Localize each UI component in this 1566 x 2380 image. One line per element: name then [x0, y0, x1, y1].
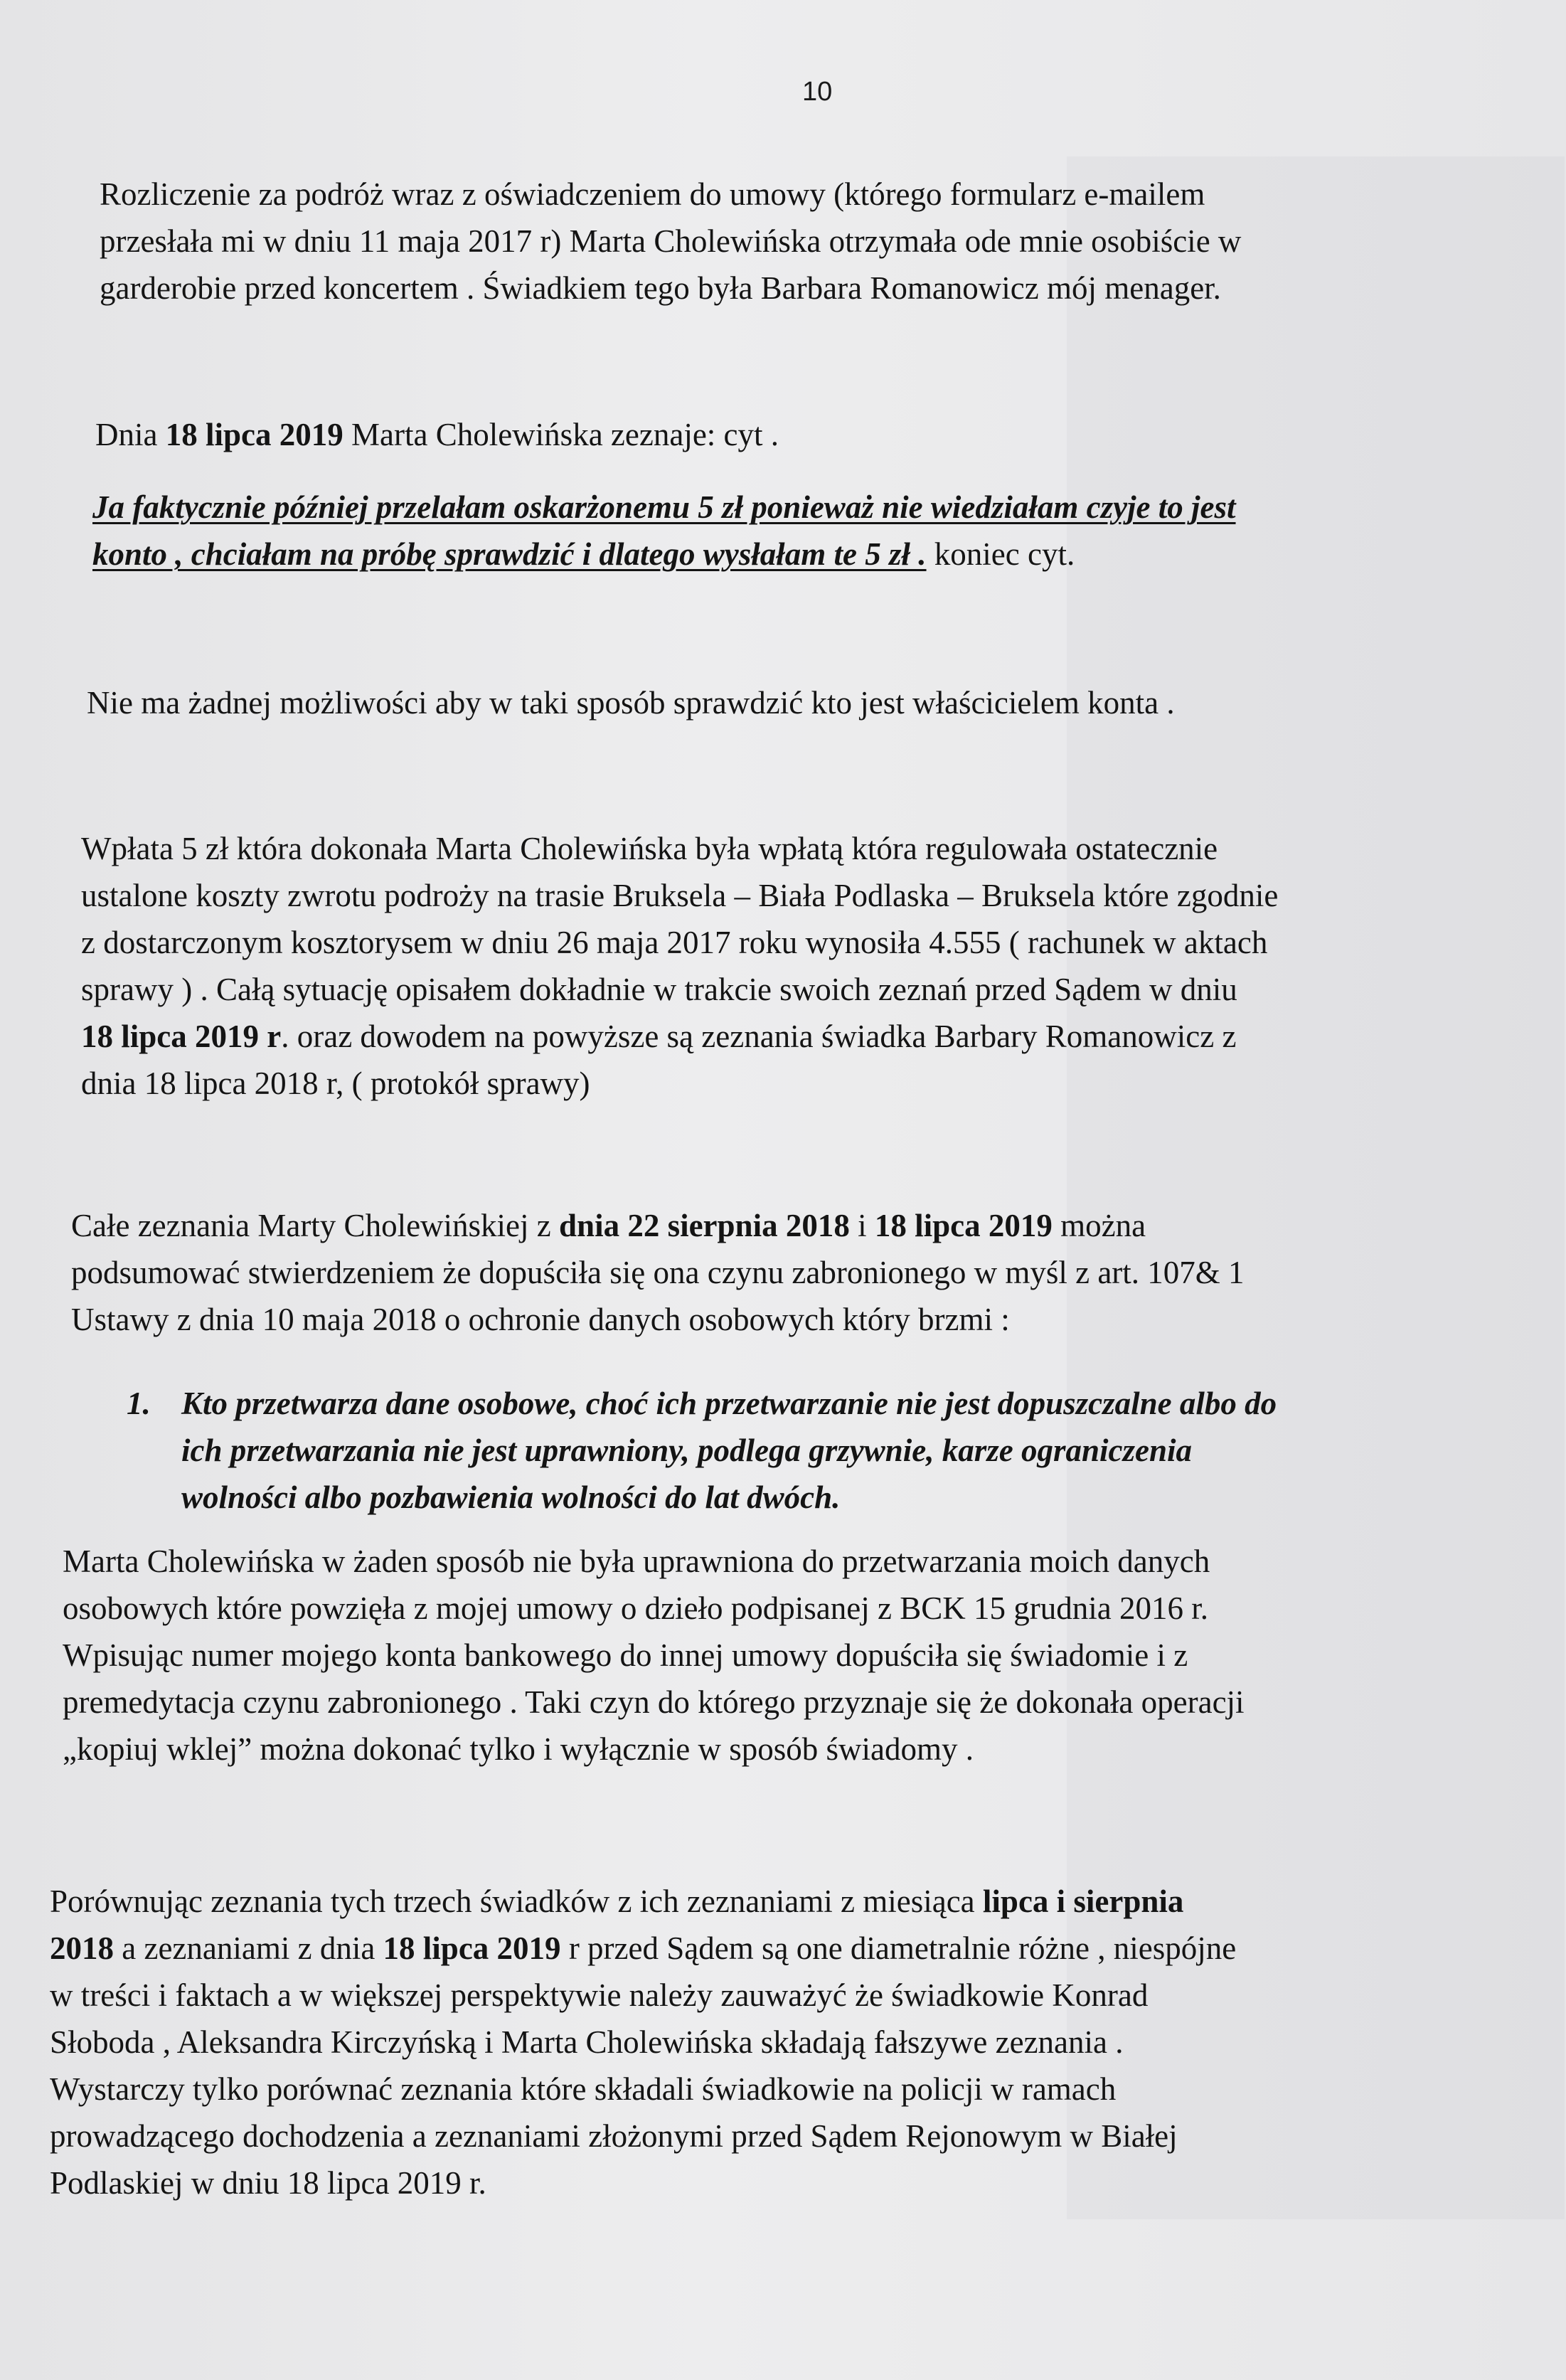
text-line: Wpłata 5 zł która dokonała Marta Cholewińska była wpłatą która regulowała ostatecznie [81, 831, 1218, 866]
page-number: 10 [802, 77, 833, 107]
date-bold: dnia 22 sierpnia 2018 [559, 1208, 850, 1243]
testimony-quote [92, 484, 1236, 578]
law-line: ich przetwarzania nie jest uprawniony, podlega grzywnie, karze ograniczenia [181, 1433, 1192, 1468]
law-quote [181, 1380, 1277, 1521]
text-line: Słoboda , Aleksandra Kirczyńską i Marta Cholewińska składają fałszywe zeznania . [50, 2024, 1124, 2060]
law-line: Kto przetwarza dane osobowe, choć ich przetwarzanie nie jest dopuszczalne albo do [181, 1386, 1277, 1421]
quote-line: konto , chciałam na próbę sprawdzić i dlatego wysłałam te 5 zł . koniec cyt. [92, 536, 1075, 572]
text-line: Marta Cholewińska w żaden sposób nie była uprawniona do przetwarzania moich danych [63, 1544, 1210, 1579]
year-bold: 2018 [50, 1930, 114, 1966]
text-line: sprawy ) . Całą sytuację opisałem dokładnie w trakcie swoich zeznań przed Sądem w dniu [81, 972, 1237, 1007]
text-line: Wpisując numer mojego konta bankowego do innej umowy dopuściła się świadomie i z [63, 1637, 1188, 1673]
text-line: z dostarczonym kosztorysem w dniu 26 maja 2017 roku wynosiła 4.555 ( rachunek w aktach [81, 925, 1268, 960]
text-line: Rozliczenie za podróż wraz z oświadczeniem do umowy (którego formularz e-mailem [100, 176, 1205, 212]
law-item-number: 1. [127, 1386, 151, 1421]
quote-line: Ja faktycznie później przelałam oskarżonemu 5 zł ponieważ nie wiedziałam czyje to jest [92, 489, 1236, 525]
paragraph-not-authorized [63, 1538, 1245, 1773]
text-line: w treści i faktach a w większej perspektywie należy zauważyć że świadkowie Konrad [50, 1977, 1149, 2013]
date-bold: 18 lipca 2019 [165, 417, 343, 452]
law-line: wolności albo pozbawienia wolności do lat dwóch. [181, 1479, 841, 1515]
text-line: 18 lipca 2019 r. oraz dowodem na powyższe są zeznania świadka Barbary Romanowicz z [81, 1019, 1237, 1054]
text-line: Dnia 18 lipca 2019 Marta Cholewińska zeznaje: cyt . [95, 417, 779, 452]
text-line: dnia 18 lipca 2018 r, ( protokół sprawy) [81, 1066, 590, 1101]
text-line: prowadzącego dochodzenia a zeznaniami złożonymi przed Sądem Rejonowym w Białej [50, 2118, 1178, 2154]
text-line: garderobie przed koncertem . Świadkiem tego była Barbara Romanowicz mój menager. [100, 270, 1221, 306]
date-bold: 18 lipca 2019 r [81, 1019, 282, 1054]
text-line: 2018 a zeznaniami z dnia 18 lipca 2019 r przed Sądem są one diametralnie różne , niespójne [50, 1930, 1237, 1966]
quote-end: koniec cyt. [926, 536, 1075, 572]
text-line: Całe zeznania Marty Cholewińskiej z dnia 22 sierpnia 2018 i 18 lipca 2019 można [71, 1208, 1146, 1243]
text-line: podsumować stwierdzeniem że dopuściła się ona czynu zabronionego w myśl z art. 107& 1 [71, 1255, 1245, 1290]
text-line: przesłała mi w dniu 11 maja 2017 r) Marta Cholewińska otrzymała ode mnie osobiście w [100, 223, 1242, 259]
paragraph-testimony-intro [95, 411, 779, 458]
paragraph-comparison [50, 1878, 1236, 2206]
paragraph-travel-settlement [100, 171, 1241, 312]
months-bold: lipca i sierpnia [982, 1884, 1184, 1919]
text-line: Podlaskiej w dniu 18 lipca 2019 r. [50, 2165, 486, 2201]
text-line: Ustawy z dnia 10 maja 2018 o ochronie danych osobowych który brzmi : [71, 1302, 1010, 1337]
text-line: „kopiuj wklej” można dokonać tylko i wyłącznie w sposób świadomy . [63, 1731, 974, 1767]
text-line: ustalone koszty zwrotu podroży na trasie Bruksela – Biała Podlaska – Bruksela które zgodnie [81, 878, 1279, 913]
text-line: osobowych które powzięła z mojej umowy o dzieło podpisanej z BCK 15 grudnia 2016 r. [63, 1590, 1208, 1626]
paragraph-no-possibility [87, 679, 1175, 726]
paragraph-payment [81, 825, 1278, 1107]
date-bold: 18 lipca 2019 [383, 1930, 561, 1966]
text-line: Nie ma żadnej możliwości aby w taki sposób sprawdzić kto jest właścicielem konta . [87, 685, 1175, 721]
text-line: Porównując zeznania tych trzech świadków z ich zeznaniami z miesiąca lipca i sierpnia [50, 1884, 1184, 1919]
paragraph-summary [71, 1202, 1245, 1343]
text-line: premedytacja czynu zabronionego . Taki czyn do którego przyznaje się że dokonała operacji [63, 1684, 1245, 1720]
date-bold: 18 lipca 2019 [874, 1208, 1053, 1243]
text-line: Wystarczy tylko porównać zeznania które składali świadkowie na policji w ramach [50, 2071, 1117, 2107]
